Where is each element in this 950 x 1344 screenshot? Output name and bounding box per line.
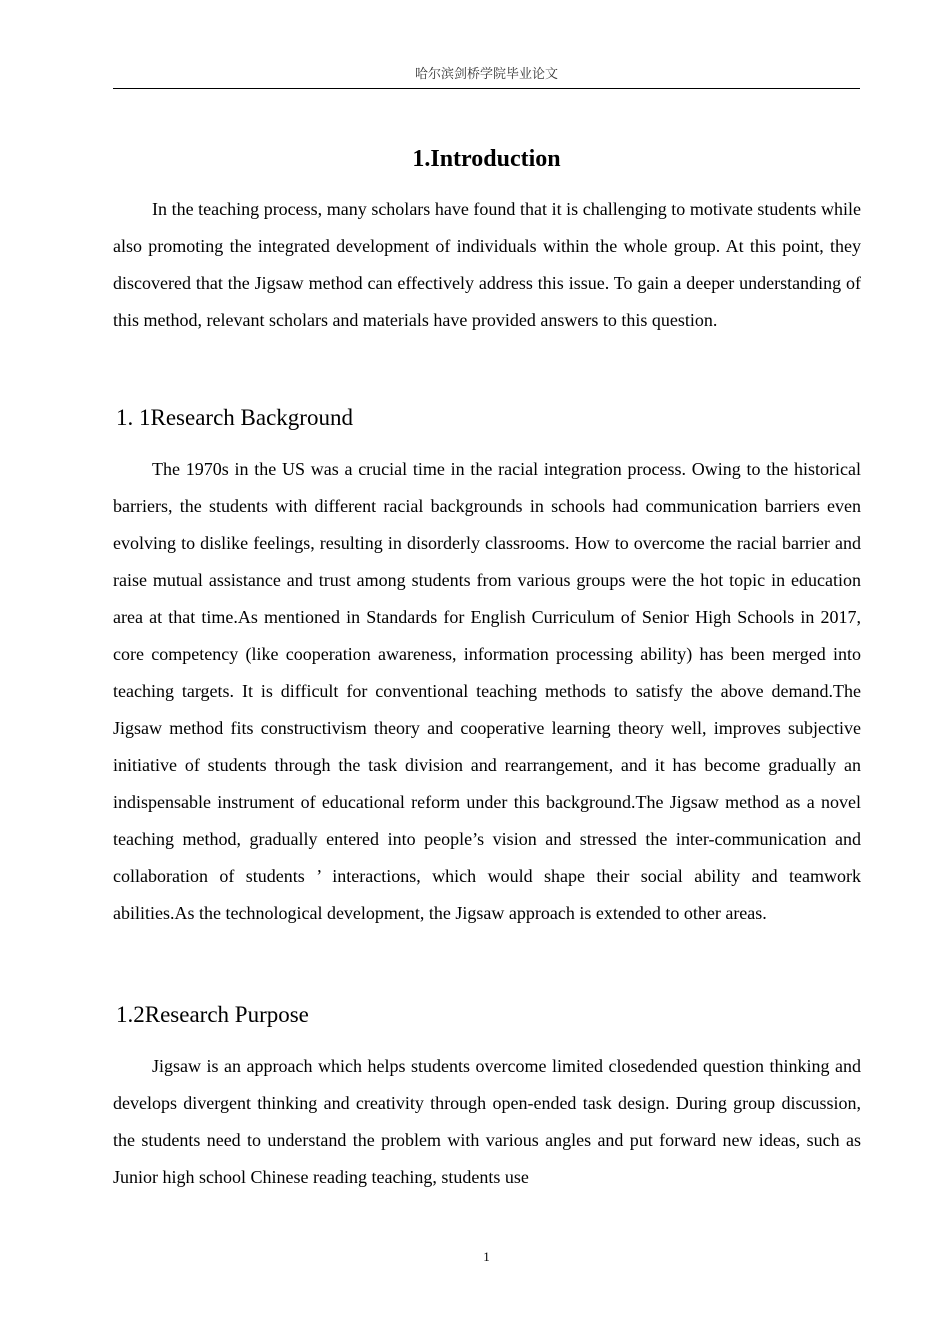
- research-purpose-paragraph: Jigsaw is an approach which helps students overcome limited closedended question thinking and develops divergent thinking and creativity through open-ended task design. During group discussion, the students need to understand the problem with various angles and put forward new ideas, such as Junior high school Chinese reading teaching, students use: [113, 1056, 861, 1187]
- section-heading-research-purpose: 1.2Research Purpose: [116, 1002, 309, 1027]
- intro-paragraph: In the teaching process, many scholars have found that it is challenging to motivate students while also promoting the integrated development of individuals within the whole group. At this point, they discovered that the Jigsaw method can effectively address this issue. To gain a deeper understanding of this method, relevant scholars and materials have provided answers to this question.: [113, 199, 861, 330]
- research-background-paragraph: The 1970s in the US was a crucial time in the racial integration process. Owing to the historical barriers, the students with different racial backgrounds in schools had communication barriers even evolving to dislike feelings, resulting in disorderly classrooms. How to overcome the racial barrier and raise mutual assistance and trust among students from various groups were the hot topic in education area at that time.As mentioned in Standards for English Curriculum of Senior High Schools in 2017, core competency (like cooperation awareness, information processing ability) has been merged into teaching targets. It is difficult for conventional teaching methods to satisfy the above demand.The Jigsaw method fits constructivism theory and cooperative learning theory well, improves subjective initiative of students through the task division and rearrangement, and it has become gradually an indispensable instrument of educational reform under this background.The Jigsaw method as a novel teaching method, gradually entered into people’s vision and stressed the inter-communication and collaboration of students ’ interactions, which would shape their social ability and teamwork abilities.As the technological development, the Jigsaw approach is extended to other areas.: [113, 459, 861, 923]
- chapter-title: 1.Introduction: [412, 146, 561, 172]
- page-number: 1: [483, 1249, 490, 1264]
- section-heading-research-background: 1. 1Research Background: [116, 405, 353, 430]
- running-header: 哈尔滨剑桥学院毕业论文: [414, 67, 558, 82]
- header-divider: [113, 88, 860, 89]
